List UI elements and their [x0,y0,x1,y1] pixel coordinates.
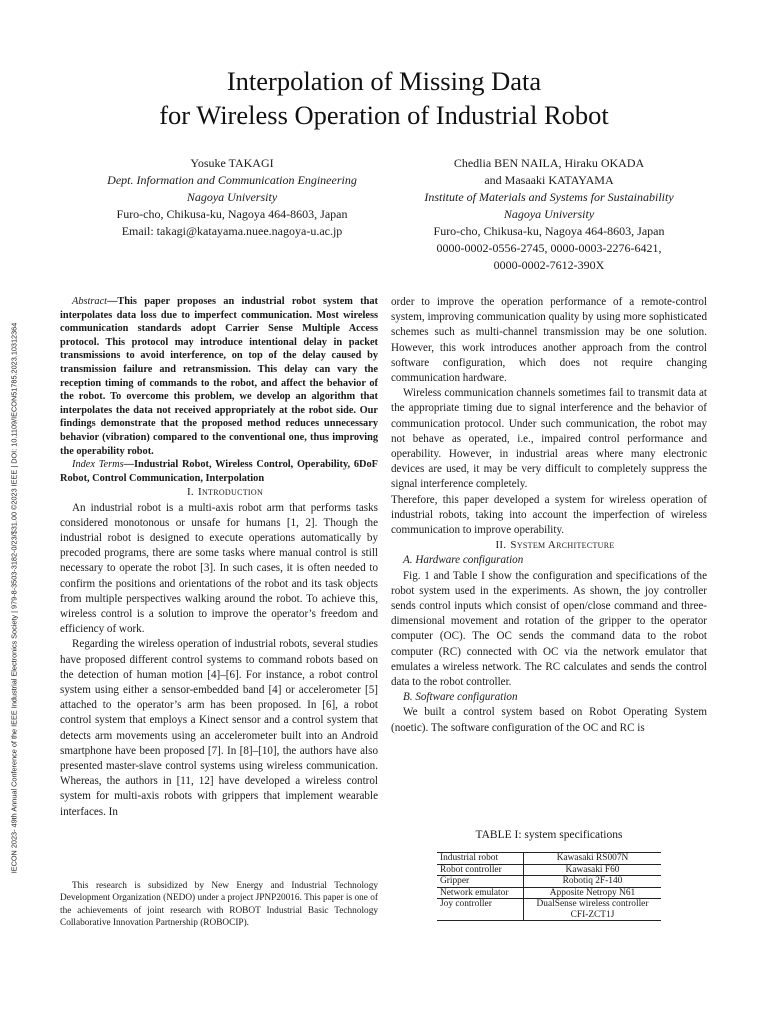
spec-value-cell [524,887,662,899]
author-affiliation: Institute of Materials and Systems for Sustainability [424,190,674,204]
spec-key-cell: Industrial robot [437,853,524,865]
index-terms [60,458,378,485]
subsection-heading-software: B. Software configuration [403,691,518,704]
section-heading-introduction [60,485,378,500]
abstract-label: Abstract [72,296,108,307]
author-block-right [386,155,712,274]
hardware-paragraph: Fig. 1 and Table I show the configuration and specifications of the robot system used in the experiments. As shown, the joy controller sends control inputs which consist of open/close command and three-dimensional movement and rotation of the gripper to the operator computer (OC). The OC sends the command data to the robot computer (RC) connected with OC via the network emulator that emulates a wireless network. The RC calculates and sends the control data to the robot controller. [391,569,707,689]
author-orcid-cont: 0000-0002-7612-390X [493,258,605,272]
intro-paragraph-4: Wireless communication channels sometimes fail to transmit data at the appropriate timing due to signal interference and the behavior of communication protocol. Under such communication, the robot may not behave as operated, i.e., impaired control performance and operability. However, in industrial areas where many electronic devices are used, it may be very difficult to completely suppress the signal interference completely. [391,387,707,491]
title-line-2: for Wireless Operation of Industrial Robot [159,100,609,130]
spec-value-cell [524,876,662,888]
table-caption: TABLE I: system specifications [475,829,623,841]
spec-key-cell: Gripper [437,876,524,888]
author-name: Yosuke TAKAGI [190,156,274,170]
spec-key-cell: Robot controller [437,864,524,876]
author-university: Nagoya University [186,190,278,204]
ieee-sidebar-citation [6,240,22,956]
author-address: Furo-cho, Chikusa-ku, Nagoya 464-8603, Japan [433,224,665,238]
sidebar-citation-text: IECON 2023- 49th Annual Conference of the IEEE Industrial Electronics Society | 979-8-3503-3182-0/23/$31.00 ©2023 IEEE | DOI: 10.1109/IECON51785.2023.10312364 [9,322,19,874]
spec-value: Kawasaki RS007N [556,853,629,863]
index-terms-label: Index Terms [72,459,124,471]
author-affiliation: Dept. Information and Communication Engineering [107,173,357,187]
table-row [437,887,661,899]
spec-value: Apposite Netropy N61 [549,887,636,898]
system-specifications-table [437,852,661,921]
title-line-1: Interpolation of Missing Data [226,66,542,96]
spec-value-cell [524,864,662,876]
intro-paragraph-5: Therefore, this paper developed a system for wireless operation of industrial robots, taking into account the imperfection of wireless communication to improve operability. [391,493,707,537]
author-email: Email: takagi@katayama.nuee.nagoya-u.ac.jp [121,224,343,238]
spec-value: Robotiq 2F-140 [562,876,623,886]
table-row [437,853,661,865]
section-title: Introduction [197,486,264,499]
spec-value-cell [524,899,662,921]
spec-key-cell: Joy controller [437,899,524,921]
author-university: Nagoya University [503,207,595,221]
section-number: II. [495,539,507,552]
author-block-left [84,155,380,240]
spec-key-cell: Network emulator [437,887,524,899]
author-address: Furo-cho, Chikusa-ku, Nagoya 464-8603, Japan [116,207,348,221]
intro-paragraph-3: order to improve the operation performance of a remote-control system, improving communication quality by using more sophisticated schemes such as multi-channel transmission may be one solution. However, this work introduces another approach from the control software configuration, which does not require changing communication hardware. [391,296,707,385]
section-number: I. [186,486,194,499]
table-row [437,899,661,921]
footnote-text: This research is subsidized by New Energy and Industrial Technology Development Organization (NEDO) under a project JPNP20016. This paper is one of the achievements of joint research with ROBOT Industrial Basic Technology Collaborative Innovation Partnership (ROBOCIP). [60,881,378,929]
intro-paragraph-2: Regarding the wireless operation of industrial robots, several studies have proposed different control systems to command robots based on the detection of human motion [4]–[6]. For instance, a robot control system using either a sensor-embedded band [4] or accelerometer [5] attached to the operator’s arm has been proposed. In [6], a robot control system that employs a Kinect sensor and a control system that detects arm movements using an accelerometer built into an Android smartphone have been proposed [7]. In [8]–[10], the authors have also presented master-slave control systems using wireless communication. Whereas, the authors in [11, 12] have developed a wireless control system for multi-axis robots with grippers that implement wearable interfaces. In [60,638,378,818]
table-row [437,876,661,888]
software-paragraph: We built a control system based on Robot Operating System (noetic). The software configuration of the OC and RC is [391,706,707,734]
section-heading-system-architecture [391,538,707,553]
intro-paragraph-1: An industrial robot is a multi-axis robot arm that performs tasks considered monotonous or unsafe for humans [1, 2]. Though the industrial robot is designed to execute operations automatically by precoded programs, there are some tasks where manual control is still necessary to operate the robot [3]. In such cases, it is often needed to confirm the positions and orientations of the robot and its task objects from multiple perspectives walking around the robot. To achieve this, wireless control is a solution to improve the operator’s freedom and efficiency of work. [60,501,378,636]
index-terms-text: —Industrial Robot, Wireless Control, Operability, 6DoF Robot, Control Communication, Interpolation [60,459,378,484]
abstract [60,295,378,458]
funding-footnote [60,880,378,930]
spec-value-cell [524,853,662,865]
spec-value: DualSense wireless controller [536,899,649,909]
author-names-cont: and Masaaki KATAYAMA [484,173,614,187]
table-row [437,864,661,876]
spec-value-cont: CFI-ZCT1J [570,909,615,920]
spec-value: Kawasaki F60 [565,864,620,875]
subsection-heading-hardware: A. Hardware configuration [403,554,524,567]
author-orcid: 0000-0002-0556-2745, 0000-0003-2276-6421, [436,241,662,255]
author-names: Chedlia BEN NAILA, Hiraku OKADA [453,156,645,170]
paper-title [0,64,768,132]
left-column [60,295,378,820]
section-title: System Architecture [510,539,615,552]
abstract-text: —This paper proposes an industrial robot system that interpolates data loss due to imperfect communication. Most wireless communication standards adopt Carrier Sense Multiple Access protocol. This protocol may introduce intentional delay in packet transmissions to avoid interference, on top of the delay caused by transmission failure and retransmission. This delay can vary the reception timing of commands to the robot, and affect the behavior of the robot. To overcome this problem, we develop an algorithm that interpolates the data not received appropriately at the robot side. Our findings demonstrate that the proposed method reduces unnecessary behavior (vibration) compared to the conventional one, thus improving the operability robot. [60,296,378,457]
right-column [391,295,707,736]
